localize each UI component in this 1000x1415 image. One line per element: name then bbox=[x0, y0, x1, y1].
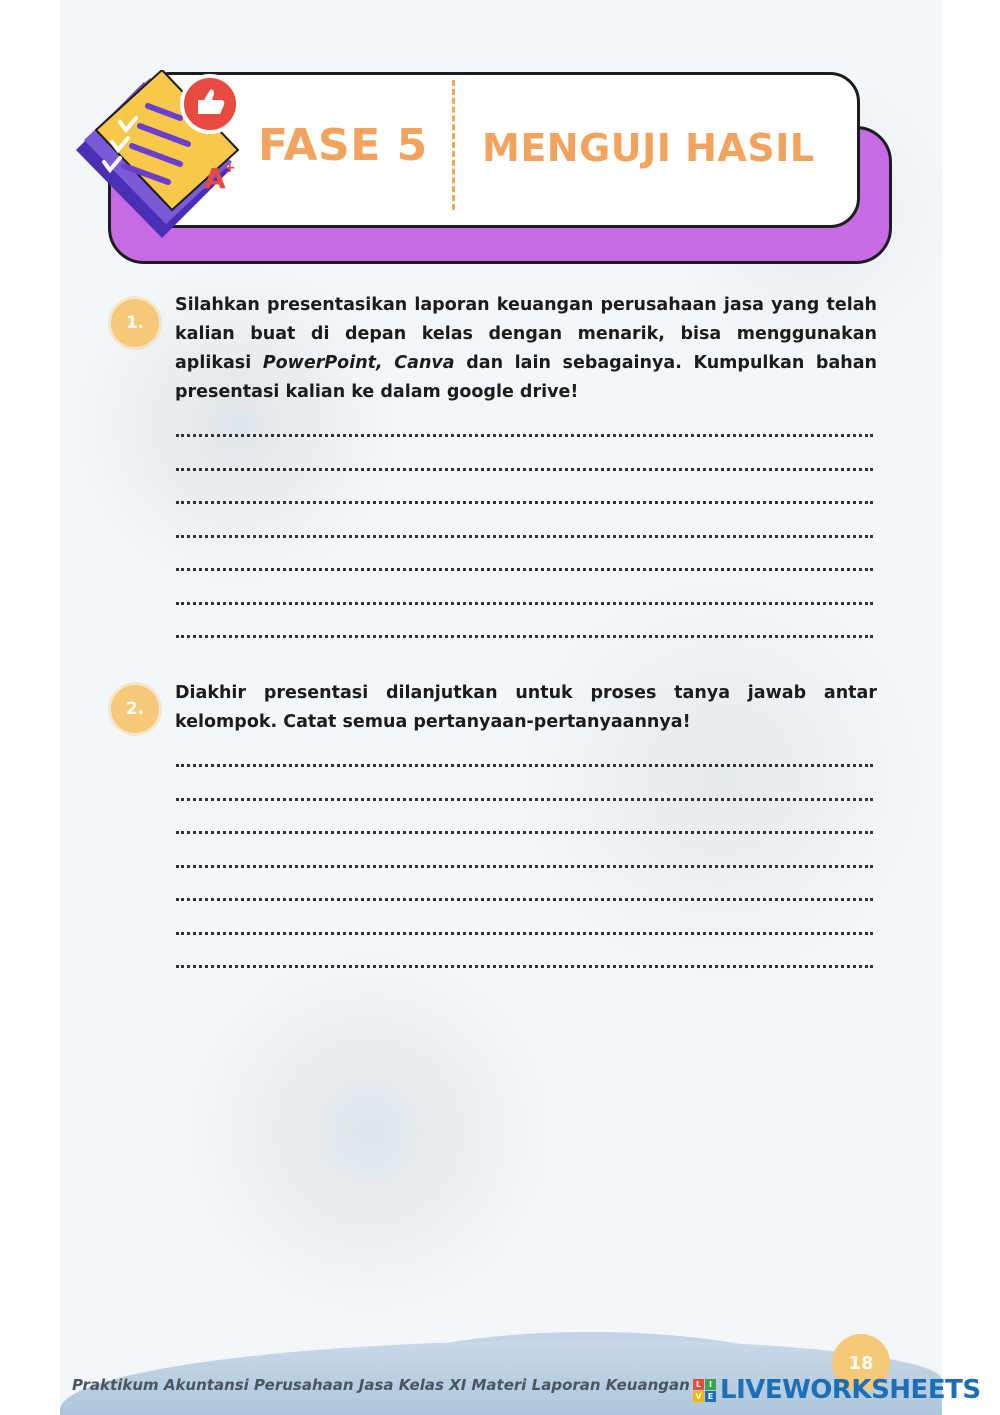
graded-document-icon bbox=[70, 70, 250, 240]
answer-line[interactable] bbox=[176, 635, 873, 638]
answer-line[interactable] bbox=[176, 501, 873, 504]
phase-title: FASE 5 bbox=[258, 120, 428, 171]
liveworksheets-logo-icon bbox=[693, 1379, 716, 1402]
liveworksheets-watermark bbox=[693, 1373, 981, 1407]
answer-line[interactable] bbox=[176, 898, 873, 901]
answer-line[interactable] bbox=[176, 965, 873, 968]
answer-line[interactable] bbox=[176, 932, 873, 935]
logo-letter: E bbox=[705, 1391, 716, 1402]
answer-line[interactable] bbox=[176, 602, 873, 605]
question-number-badge: 2. bbox=[111, 685, 159, 733]
logo-letter: L bbox=[693, 1379, 704, 1390]
answer-line[interactable] bbox=[176, 568, 873, 571]
book-title: Praktikum Akuntansi Perusahaan Jasa Kelas XI Materi Laporan Keuangan bbox=[72, 1376, 690, 1394]
question-text-apps: PowerPoint, Canva bbox=[262, 353, 455, 373]
answer-line[interactable] bbox=[176, 468, 873, 471]
question-number-badge: 1. bbox=[111, 299, 159, 347]
question-text-part: Silahkan presentasikan laporan keuangan perusahaan jasa yang telah kalian buat di depan kelas dengan menarik, bisa menggunakan aplikasi bbox=[175, 295, 877, 373]
answer-line[interactable] bbox=[176, 865, 873, 868]
logo-letter: I bbox=[705, 1379, 716, 1390]
svg-text:+: + bbox=[224, 160, 236, 176]
answer-line[interactable] bbox=[176, 798, 873, 801]
svg-text:A: A bbox=[204, 162, 226, 195]
logo-letter: V bbox=[693, 1391, 704, 1402]
answer-line[interactable] bbox=[176, 535, 873, 538]
liveworksheets-brand-text: LIVEWORKSHEETS bbox=[720, 1375, 981, 1405]
answer-line[interactable] bbox=[176, 764, 873, 767]
question-text-part: dan lain sebagainya. Kumpulkan bahan presentasi kalian ke dalam google drive! bbox=[175, 353, 877, 402]
phase-subject: MENGUJI HASIL bbox=[482, 126, 815, 170]
answer-line[interactable] bbox=[176, 831, 873, 834]
question-text bbox=[175, 291, 877, 407]
question-text: Diakhir presentasi dilanjutkan untuk proses tanya jawab antar kelompok. Catat semua pertanyaan-pertanyaannya! bbox=[175, 683, 877, 732]
page-number: 18 bbox=[832, 1334, 890, 1392]
header-divider bbox=[452, 80, 455, 210]
answer-line[interactable] bbox=[176, 434, 873, 437]
